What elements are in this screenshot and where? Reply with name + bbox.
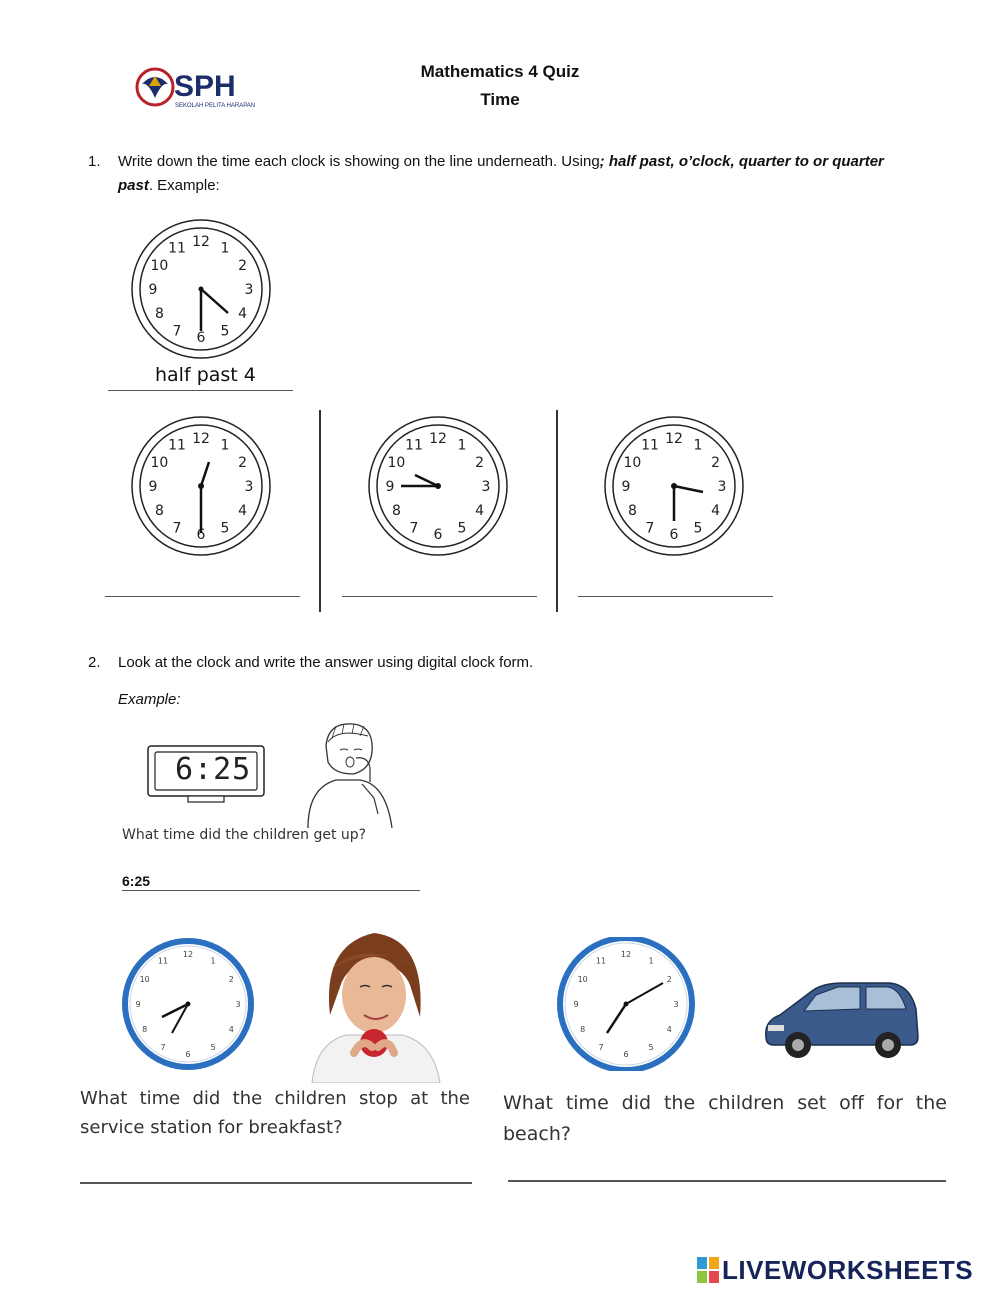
clock-numeral-12: 12 [429,430,447,447]
clock-numeral-2: 2 [238,257,248,274]
q2-number: 2. [88,654,101,671]
clock-numeral-9: 9 [135,999,141,1009]
clock-numeral-11: 11 [641,437,659,454]
q1-text-part1: Write down the time each clock is showing on the line underneath. Using [118,153,600,170]
clock-numeral-6: 6 [433,526,443,543]
clock-numeral-5: 5 [210,1043,216,1053]
clock-numeral-10: 10 [577,974,588,984]
clock-numeral-3: 3 [717,478,727,495]
clock-numeral-2: 2 [711,454,721,471]
example-answer: half past 4 [155,364,256,386]
clock-numeral-11: 11 [157,956,169,966]
car-illustration [760,975,920,1065]
clock-numeral-2: 2 [666,974,672,984]
clock-numeral-4: 4 [228,1024,234,1034]
logo-subtext: SEKOLAH PELITA HARAPAN [175,103,256,109]
clock-numeral-10: 10 [387,454,406,471]
question-a-answer-line[interactable] [80,1182,472,1184]
clock-numeral-8: 8 [154,305,164,322]
clock-numeral-4: 4 [475,502,485,519]
clock-numeral-5: 5 [457,520,467,537]
girl-with-apple-illustration [302,925,450,1083]
clock-numeral-7: 7 [409,520,419,537]
clock-numeral-5: 5 [648,1043,654,1053]
clock-numeral-6: 6 [196,526,206,543]
page-subtitle: Time [480,90,520,109]
digital-display: 6:25 [175,752,252,787]
clock-numeral-3: 3 [235,999,241,1009]
q1-text-part2: . Example: [148,177,220,194]
clock-numeral-9: 9 [573,999,579,1009]
q2-example-label: Example: [118,691,181,708]
example-clock [130,218,272,360]
clock-numeral-7: 7 [160,1043,166,1053]
q1-clock-b [367,415,509,557]
clock-numeral-3: 3 [244,478,254,495]
clock-numeral-5: 5 [220,323,230,340]
logo-text: SPH [174,70,236,103]
clock-numeral-11: 11 [405,437,423,454]
clock-numeral-8: 8 [580,1024,586,1034]
clock-numeral-10: 10 [150,257,169,274]
q1-clock-c [603,415,745,557]
clock-numeral-7: 7 [598,1043,604,1053]
clock-numeral-9: 9 [621,478,631,495]
clock-numeral-11: 11 [168,240,186,257]
clock-numeral-10: 10 [623,454,642,471]
q1-text-emph: ; half past, o’clock, quarter to or quarter past [118,153,884,194]
q1-answer-line-a[interactable] [105,596,300,597]
clock-numeral-10: 10 [139,974,150,984]
clock-numeral-6: 6 [669,526,679,543]
clock-numeral-12: 12 [665,430,683,447]
liveworksheets-brand[interactable] [697,1254,997,1286]
clock-numeral-4: 4 [711,502,721,519]
clock-numeral-9: 9 [148,478,158,495]
blue-clock-b [551,937,701,1071]
clock-numeral-8: 8 [391,502,401,519]
clock-numeral-7: 7 [172,323,182,340]
clock-numeral-1: 1 [457,437,467,454]
clock-numeral-1: 1 [693,437,703,454]
q1-answer-line-c[interactable] [578,596,773,597]
blue-clock-a [118,937,258,1071]
clock-numeral-1: 1 [648,956,654,966]
q1-clock-a [130,415,272,557]
clock-numeral-5: 5 [220,520,230,537]
clock-numeral-9: 9 [148,281,158,298]
q1-text [118,150,908,198]
example-answer-line [108,390,293,391]
question-b: What time did the children set off for the beach? [503,1092,947,1145]
q2-example-answer-line [122,890,420,891]
clock-numeral-8: 8 [154,502,164,519]
clock-numeral-4: 4 [238,502,248,519]
clock-numeral-1: 1 [220,437,230,454]
clock-numeral-11: 11 [595,956,607,966]
clock-numeral-8: 8 [142,1024,148,1034]
clock-numeral-10: 10 [150,454,169,471]
q1-number: 1. [88,153,101,170]
clock-numeral-3: 3 [481,478,491,495]
clock-numeral-4: 4 [238,305,248,322]
clock-numeral-8: 8 [627,502,637,519]
liveworksheets-logo-icon [697,1257,719,1283]
clock-numeral-11: 11 [168,437,186,454]
clock-numeral-7: 7 [172,520,182,537]
example-question: What time did the children get up? [122,827,367,843]
clock-numeral-3: 3 [244,281,254,298]
clock-numeral-12: 12 [182,949,194,959]
question-b-answer-line[interactable] [508,1180,946,1182]
clock-numeral-3: 3 [673,999,679,1009]
q2-example-answer: 6:25 [122,873,151,889]
clock-numeral-2: 2 [238,454,248,471]
divider-1 [319,410,321,612]
clock-numeral-7: 7 [645,520,655,537]
clock-numeral-2: 2 [475,454,485,471]
clock-numeral-6: 6 [185,1049,191,1059]
brand-name: LIVEWORKSHEETS [722,1254,974,1285]
divider-2 [556,410,558,612]
question-a: What time did the children stop at the service station for breakfast? [80,1088,470,1138]
clock-numeral-6: 6 [623,1049,629,1059]
yawning-child-illustration [298,718,398,828]
clock-numeral-4: 4 [666,1024,672,1034]
clock-numeral-9: 9 [385,478,395,495]
clock-numeral-12: 12 [620,949,632,959]
clock-numeral-6: 6 [196,329,206,346]
q2-text: Look at the clock and write the answer using digital clock form. [118,654,534,671]
q1-answer-line-b[interactable] [342,596,537,597]
clock-numeral-1: 1 [220,240,230,257]
page-title: Mathematics 4 Quiz [420,62,580,81]
clock-numeral-5: 5 [693,520,703,537]
clock-numeral-12: 12 [192,233,210,250]
clock-numeral-12: 12 [192,430,210,447]
clock-numeral-2: 2 [228,974,234,984]
clock-numeral-1: 1 [210,956,216,966]
